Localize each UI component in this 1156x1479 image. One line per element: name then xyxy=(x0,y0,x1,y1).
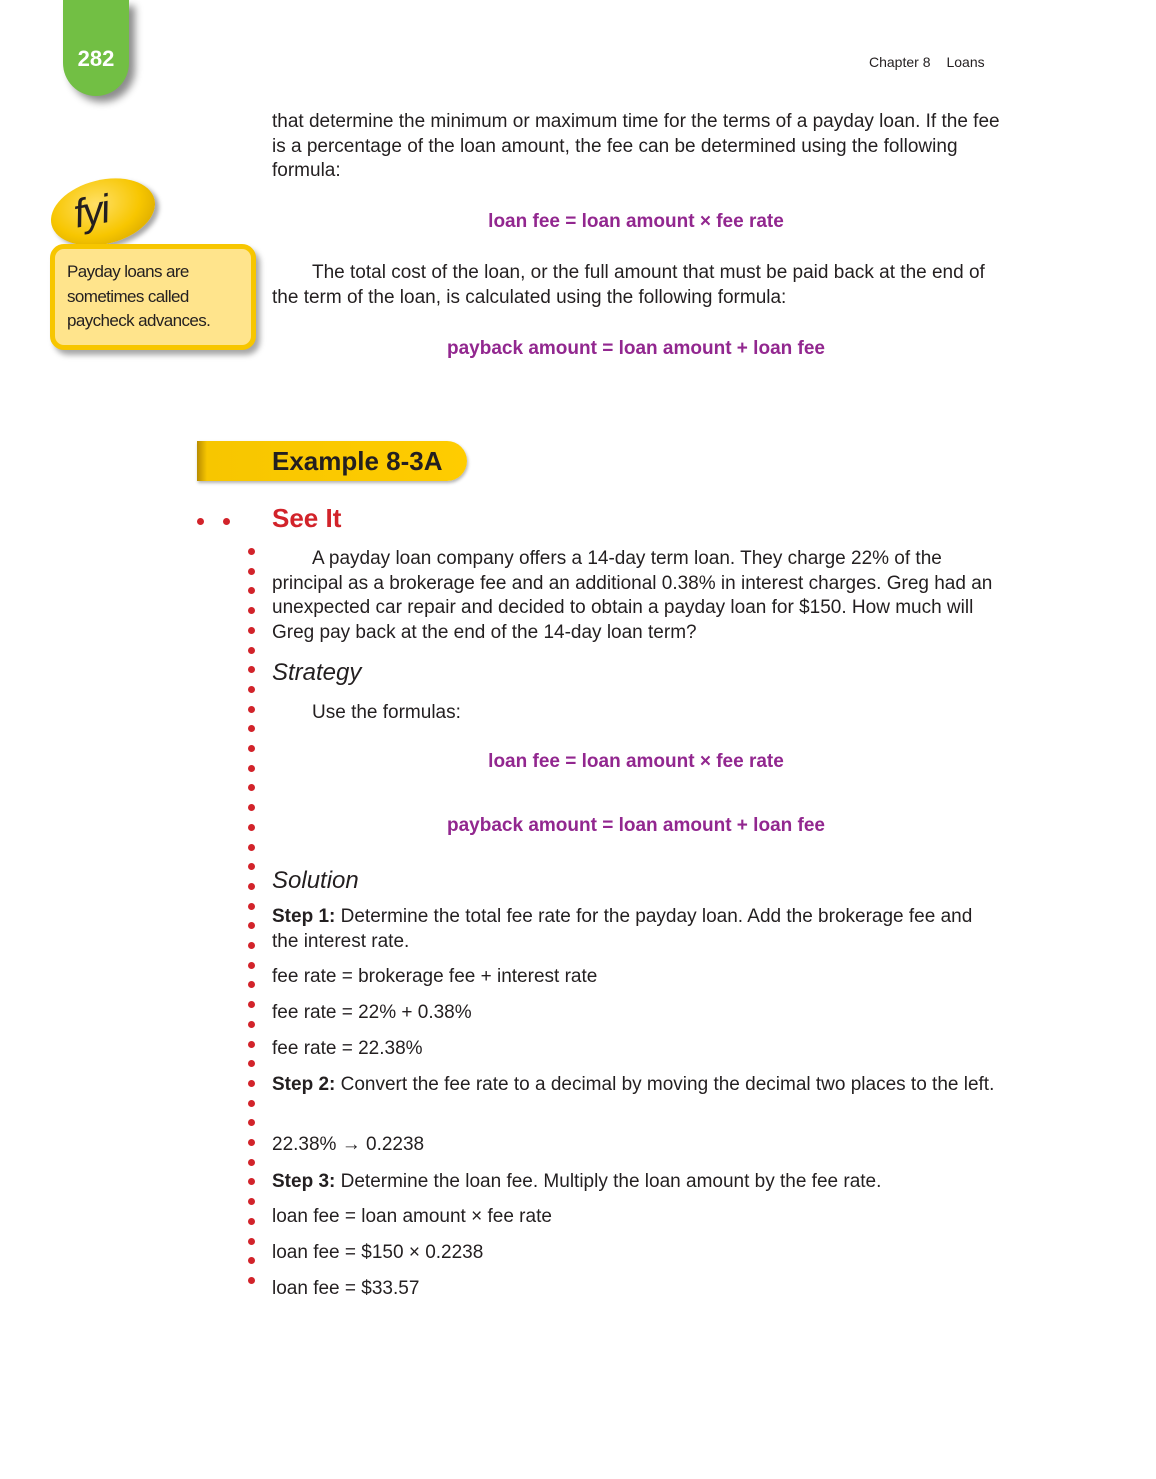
step-2-line-1: 22.38% → 0.2238 xyxy=(272,1134,425,1155)
dot-icon xyxy=(248,1080,255,1087)
solution-heading: Solution xyxy=(272,867,359,894)
step-3-line-1: loan fee = loan amount × fee rate xyxy=(272,1206,552,1227)
problem-statement: A payday loan company offers a 14-day term loan. They charge 22% of the principal as a brokerage fee and an additional 0.38% in interest charges. Greg had an unexpected car repair and decided to obtain a payday loan for $150. How much will Greg pay back at the end of the 14-day loan term? xyxy=(272,548,993,643)
fyi-note-box xyxy=(50,244,256,350)
dot-icon xyxy=(248,686,255,693)
dot-icon xyxy=(248,1178,255,1185)
strategy-formula-loan-fee: loan fee = loan amount × fee rate xyxy=(488,751,784,772)
dot-icon xyxy=(248,824,255,831)
dot-icon xyxy=(248,706,255,713)
intro-paragraph-1: that determine the minimum or maximum time for the terms of a payday loan. If the fee is a percentage of the loan amount, the fee can be determined using the following formula: xyxy=(272,111,1000,181)
fyi-label: fyi xyxy=(70,187,112,237)
step-1 xyxy=(272,905,1000,954)
dot-icon xyxy=(248,922,255,929)
step-3 xyxy=(272,1170,1000,1195)
step-3-line-3: loan fee = $33.57 xyxy=(272,1278,420,1299)
strategy-text: Use the formulas: xyxy=(312,702,461,723)
dot-icon xyxy=(248,745,255,752)
see-it-heading: See It xyxy=(272,503,342,533)
dot-icon xyxy=(248,568,255,575)
dot-icon xyxy=(248,587,255,594)
step-2-text: Convert the fee rate to a decimal by moving the decimal two places to the left. xyxy=(335,1074,995,1095)
dot-icon xyxy=(248,765,255,772)
step-3-text: Determine the loan fee. Multiply the loan amount by the fee rate. xyxy=(335,1171,882,1192)
dot-icon xyxy=(248,1277,255,1284)
formula-payback-amount: payback amount = loan amount + loan fee xyxy=(447,338,825,359)
dot-icon xyxy=(248,804,255,811)
dot-icon xyxy=(248,607,255,614)
dot-icon xyxy=(248,666,255,673)
dot-icon xyxy=(248,548,255,555)
running-head xyxy=(869,54,985,70)
dot-icon xyxy=(248,784,255,791)
dot-icon xyxy=(197,518,204,525)
dot-icon xyxy=(248,1198,255,1205)
example-heading-tab xyxy=(197,441,467,481)
dot-icon xyxy=(248,942,255,949)
dot-icon xyxy=(223,518,230,525)
intro-paragraph-2: The total cost of the loan, or the full amount that must be paid back at the end of the term of the loan, is calculated using the following formula: xyxy=(272,262,985,308)
step-2-label: Step 2: xyxy=(272,1074,336,1095)
chapter-number: Chapter 8 xyxy=(869,54,931,70)
dot-icon xyxy=(248,1257,255,1264)
step-1-line-2: fee rate = 22% + 0.38% xyxy=(272,1002,472,1023)
step-2 xyxy=(272,1073,1000,1098)
strategy-formula-payback: payback amount = loan amount + loan fee xyxy=(447,815,825,836)
dot-icon xyxy=(248,725,255,732)
dot-icon xyxy=(248,1001,255,1008)
formula-loan-fee: loan fee = loan amount × fee rate xyxy=(488,211,784,232)
dot-icon xyxy=(248,863,255,870)
dot-icon xyxy=(248,1060,255,1067)
dot-icon xyxy=(248,1100,255,1107)
dot-icon xyxy=(248,1218,255,1225)
dot-icon xyxy=(248,981,255,988)
page-number: 282 xyxy=(77,46,115,71)
fyi-note-text: Payday loans are sometimes called paycheck advances. xyxy=(67,262,211,330)
step-1-text: Determine the total fee rate for the payday loan. Add the brokerage fee and the interest rate. xyxy=(272,906,973,952)
step-1-line-1: fee rate = brokerage fee + interest rate xyxy=(272,966,598,987)
dot-icon xyxy=(248,962,255,969)
dot-icon xyxy=(248,627,255,634)
dot-icon xyxy=(248,1159,255,1166)
dot-icon xyxy=(248,844,255,851)
dot-icon xyxy=(248,1119,255,1126)
dot-icon xyxy=(248,883,255,890)
step-3-label: Step 3: xyxy=(272,1171,336,1192)
chapter-title: Loans xyxy=(946,54,985,70)
dot-icon xyxy=(248,903,255,910)
step-3-line-2: loan fee = $150 × 0.2238 xyxy=(272,1242,484,1263)
step-1-label: Step 1: xyxy=(272,906,336,927)
step-1-line-3: fee rate = 22.38% xyxy=(272,1038,423,1059)
strategy-heading: Strategy xyxy=(272,659,362,686)
page-number-tab xyxy=(63,0,129,96)
example-title: Example 8-3A xyxy=(272,446,443,476)
dot-icon xyxy=(248,647,255,654)
dot-icon xyxy=(248,1139,255,1146)
dot-icon xyxy=(248,1041,255,1048)
dot-icon xyxy=(248,1021,255,1028)
dot-icon xyxy=(248,1238,255,1245)
